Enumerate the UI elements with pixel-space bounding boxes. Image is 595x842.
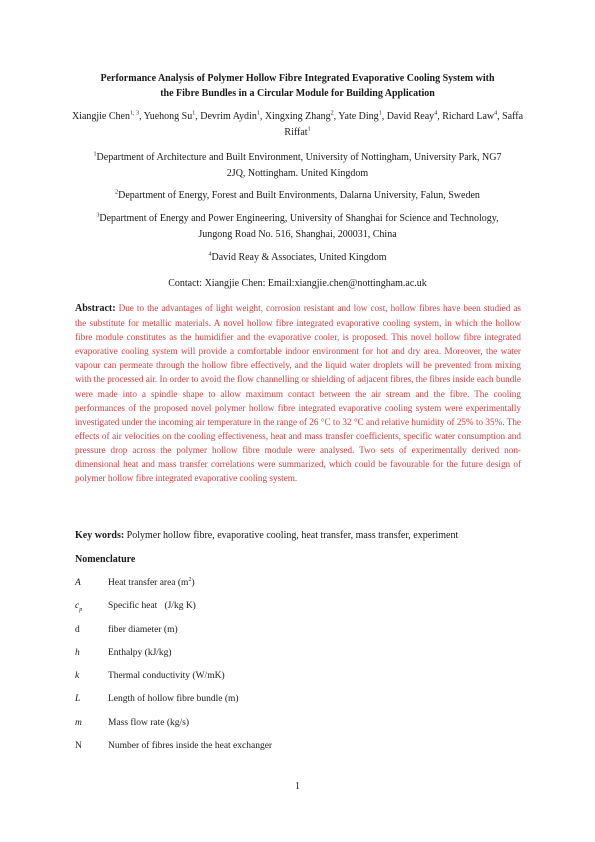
- symbol-subscript: p: [79, 607, 83, 614]
- nomenclature-description: [108, 694, 239, 704]
- nomenclature-description: [108, 625, 178, 635]
- author-affiliation-mark: 1: [307, 126, 311, 133]
- contact-line: Contact: Xiangjie Chen: Email:xiangjie.chen@nottingham.ac.uk: [168, 278, 427, 289]
- description-text: Specific heat (J/kg K): [108, 601, 196, 612]
- author-name: Saffa Riffat: [284, 111, 524, 138]
- nomenclature-row: [75, 578, 521, 601]
- author-name: Devrim Aydin: [200, 111, 257, 122]
- nomenclature-description: [108, 648, 172, 658]
- description-text: fiber diameter (m): [108, 624, 178, 635]
- keywords-label: Key words:: [75, 530, 125, 541]
- symbol-base: A: [75, 578, 81, 588]
- author-name: Richard Law: [442, 111, 495, 122]
- symbol-base: m: [75, 717, 82, 728]
- description-superscript: 2: [188, 576, 192, 583]
- description-suffix: ): [191, 578, 195, 588]
- symbol-base: N: [75, 741, 82, 752]
- abstract: [75, 301, 521, 485]
- title-line-1: Performance Analysis of Polymer Hollow Fibre Integrated Evaporative Cooling System with: [100, 73, 495, 84]
- page-number: 1: [295, 781, 300, 792]
- nomenclature-symbol: [75, 601, 82, 613]
- nomenclature-description: [108, 741, 272, 751]
- keywords: [75, 529, 521, 543]
- title-line-2: the Fibre Bundles in a Circular Module for Building Application: [160, 88, 435, 99]
- abstract-text: Due to the advantages of light weight, corrosion resistant and low cost, hollow fibres have been studied as the substitute for metallic materials. A novel hollow fibre integrated evaporative cooling system, in which the hollow fibre module constitutes as the humidifier and the evaporative cooler, is proposed. This novel hollow fibre integrated evaporative cooling system will provide a comfortable indoor environment for hot and dry area. Moreover, the water vapour can permeate through the hollow fibre effectively, and the liquid water droplets will be prevented from mixing with the processed air. In order to avoid the flow channelling or shielding of adjacent fibres, the fibres inside each bundle were made into a spindle shape to allow maximum contact between the air stream and the fibre. The cooling performances of the proposed novel polymer hollow fibre integrated evaporative cooling system were experimentally investigated under the incoming air temperature in the range of 26 °C to 32 °C and relative humidity of 25% to 35%. The effects of air velocities on the cooling effectiveness, heat and mass transfer coefficients, specific water consumption and pressure drop across the polymer hollow fibre module were analysed. Two sets of experimentally derived non-dimensional heat and mass transfer correlations were summarized, which could be favourable for the future design of polymer hollow fibre integrated evaporative cooling system.: [75, 303, 522, 484]
- author-name: David Reay: [386, 111, 435, 122]
- description-text: Thermal conductivity (W/mK): [108, 671, 225, 682]
- description-text: Length of hollow fibre bundle (m): [108, 694, 239, 705]
- description-text: Mass flow rate (kg/s): [108, 717, 189, 728]
- symbol-base: d: [75, 624, 80, 635]
- nomenclature-row: [75, 671, 521, 694]
- nomenclature-row: [75, 741, 521, 764]
- author-name: Yate Ding: [338, 111, 379, 122]
- nomenclature-row: [75, 648, 521, 671]
- paper-title: [72, 71, 523, 101]
- affiliation-2: $^2$Department of Energy, Forest and Built Environments, Dalarna University, Falun, Sweden: [115, 189, 480, 201]
- nomenclature-description: [108, 718, 189, 728]
- author-separator: ,: [381, 111, 387, 122]
- symbol-base: L: [75, 694, 81, 705]
- symbol-base: c: [75, 601, 80, 612]
- nomenclature-description: [108, 671, 225, 681]
- nomenclature-symbol: [75, 671, 79, 681]
- author-list: [64, 109, 531, 141]
- symbol-base: k: [75, 671, 80, 682]
- author-affiliation-mark: 1, 3: [129, 110, 139, 117]
- description-text: Heat transfer area (m: [108, 578, 189, 588]
- author-affiliation-mark: 4: [434, 110, 438, 117]
- nomenclature-symbol: [75, 694, 80, 704]
- nomenclature-description: [108, 578, 195, 588]
- nomenclature-row: [75, 625, 521, 648]
- nomenclature-list: [75, 578, 521, 764]
- author-separator: ,: [195, 111, 201, 122]
- author-name: Xiangjie Chen: [71, 111, 130, 122]
- author-name: Yuehong Su: [143, 111, 193, 122]
- description-text: Number of fibres inside the heat exchanger: [108, 741, 273, 752]
- nomenclature-symbol: [75, 741, 82, 751]
- nomenclature-symbol: [75, 578, 81, 588]
- author-affiliation-mark: 1: [192, 110, 196, 117]
- description-text: Enthalpy (kJ/kg): [108, 647, 172, 658]
- abstract-label: Abstract:: [75, 303, 116, 314]
- author-separator: ,: [333, 111, 339, 122]
- author-separator: ,: [437, 111, 443, 122]
- nomenclature-description: [108, 601, 196, 611]
- nomenclature-symbol: [75, 648, 80, 658]
- affiliation-3: $^3$Department of Energy and Power Engineering, University of Shanghai for Science and Technology, Jungong Road No. 516, Shanghai, 200031, China: [96, 212, 499, 240]
- author-affiliation-mark: 1: [256, 110, 260, 117]
- affiliation-1: $^1$Department of Architecture and Built Environment, University of Nottingham, University Park, NG7 2JQ, Nottingham. United Kingdom: [93, 151, 502, 179]
- nomenclature-row: [75, 718, 521, 741]
- author-separator: ,: [497, 111, 503, 122]
- keywords-text: Polymer hollow fibre, evaporative cooling, heat transfer, mass transfer, experiment: [126, 530, 459, 541]
- author-affiliation-mark: 2: [330, 110, 334, 117]
- author-separator: ,: [138, 111, 144, 122]
- author-separator: ,: [259, 111, 265, 122]
- nomenclature-symbol: [75, 718, 82, 728]
- author-name: Xingxing Zhang: [264, 111, 331, 122]
- symbol-base: h: [75, 647, 80, 658]
- nomenclature-symbol: [75, 625, 80, 635]
- affiliation-4: $^4$David Reay & Associates, United Kingdom: [208, 251, 387, 263]
- author-affiliation-mark: 1: [378, 110, 382, 117]
- nomenclature-heading: Nomenclature: [75, 554, 136, 565]
- nomenclature-row: [75, 601, 521, 624]
- nomenclature-row: [75, 694, 521, 717]
- author-affiliation-mark: 4: [494, 110, 498, 117]
